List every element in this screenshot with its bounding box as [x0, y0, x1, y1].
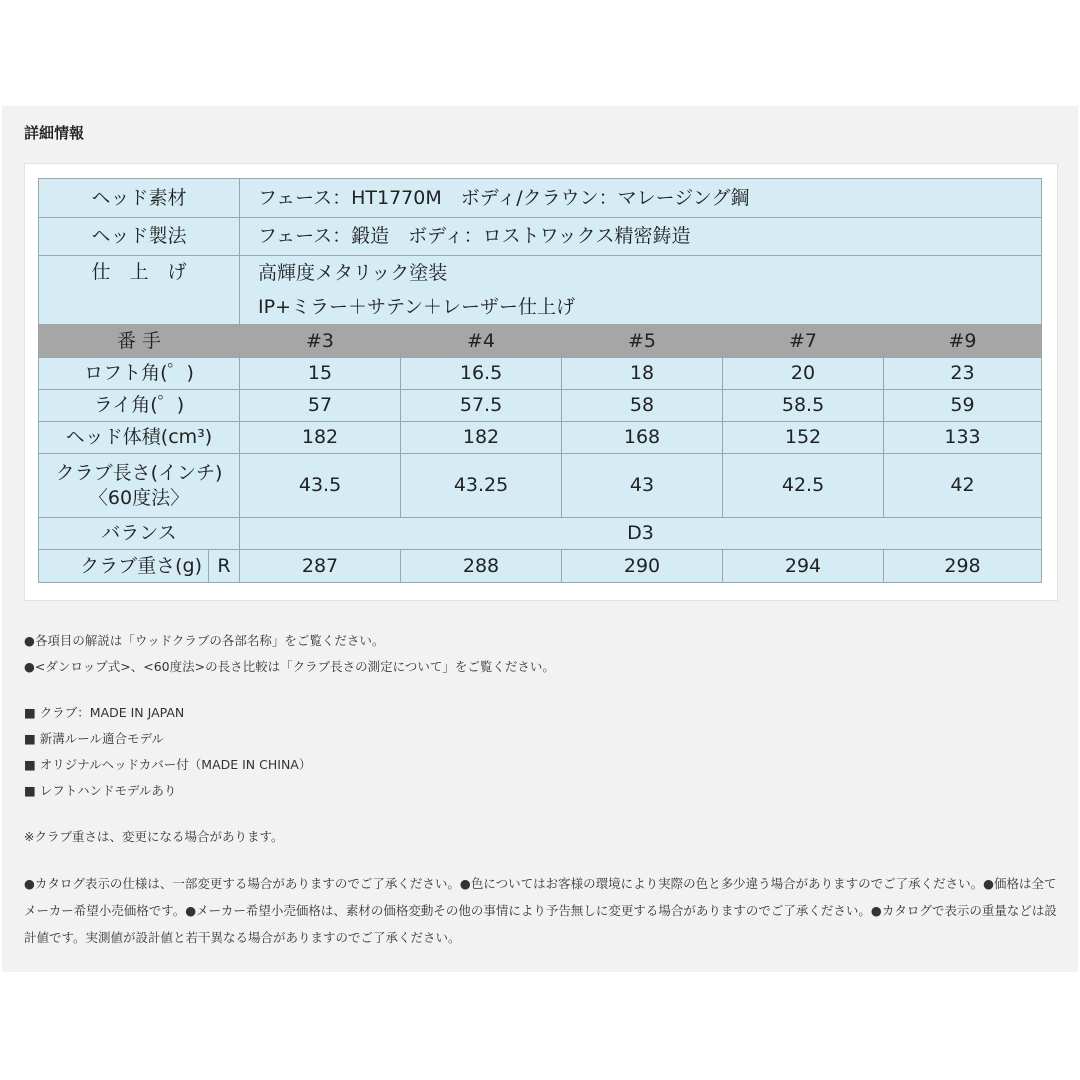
note-line: ■ クラブ：MADE IN JAPAN	[24, 705, 185, 720]
weight-value: 294	[723, 550, 884, 583]
note-line: ■ オリジナルヘッドカバー付（MADE IN CHINA）	[24, 757, 312, 772]
length-value: 42	[884, 454, 1042, 518]
lie-value: 59	[884, 390, 1042, 422]
table-row	[39, 550, 1042, 583]
table-row	[39, 218, 1042, 256]
lie-label: ライ角(゜)	[39, 390, 240, 422]
length-label-line-1: クラブ長さ(インチ)	[55, 461, 223, 484]
weight-value: 288	[401, 550, 562, 583]
table-row	[39, 454, 1042, 518]
finish-line-1: 高輝度メタリック塗装	[258, 262, 448, 284]
table-row	[39, 358, 1042, 390]
loft-value: 23	[884, 358, 1042, 390]
volume-value: 133	[884, 422, 1042, 454]
length-label	[39, 454, 240, 518]
volume-value: 152	[723, 422, 884, 454]
disclaimer-paragraph: ●カタログ表示の仕様は、一部変更する場合がありますのでご了承ください。●色についてはお客様の環境により実際の色と多少違う場合がありますのでご了承ください。●価格は全てメーカー希望小売価格です。●メーカー希望小売価格は、素材の価格変動その他の事情により予告無しに変更する場合がありますのでご了承ください。●カタログで表示の重量などは設計値です。実測値が設計値と若干異なる場合がありますのでご了承ください。	[24, 876, 1057, 945]
club-number-7: #7	[723, 325, 884, 358]
length-value: 43.25	[401, 454, 562, 518]
loft-value: 18	[562, 358, 723, 390]
loft-value: 15	[240, 358, 401, 390]
club-number-4: #4	[401, 325, 562, 358]
volume-value: 168	[562, 422, 723, 454]
finish-line-2: IP+ミラー＋サテン＋レーザー仕上げ	[258, 296, 576, 318]
finish-label: 仕 上 げ	[39, 256, 240, 325]
club-number-label: 番 手	[39, 325, 240, 358]
head-method-value: フェース：鍛造 ボディ：ロストワックス精密鋳造	[240, 218, 1042, 256]
length-value: 42.5	[723, 454, 884, 518]
weight-label: クラブ重さ(g)	[39, 550, 209, 583]
club-number-9: #9	[884, 325, 1042, 358]
finish-value	[240, 256, 1042, 325]
note-line: ※クラブ重さは、変更になる場合があります。	[24, 829, 284, 844]
loft-value: 16.5	[401, 358, 562, 390]
length-value: 43.5	[240, 454, 401, 518]
table-row	[39, 518, 1042, 550]
table-header-row	[39, 325, 1042, 358]
section-title: 詳細情報	[24, 124, 85, 142]
balance-value: D3	[240, 518, 1042, 550]
table-row	[39, 179, 1042, 218]
head-method-label: ヘッド製法	[39, 218, 240, 256]
head-material-value: フェース：HT1770M ボディ/クラウン：マレージング鋼	[240, 179, 1042, 218]
length-value: 43	[562, 454, 723, 518]
lie-value: 58	[562, 390, 723, 422]
lie-value: 58.5	[723, 390, 884, 422]
club-number-3: #3	[240, 325, 401, 358]
head-material-label: ヘッド素材	[39, 179, 240, 218]
balance-label: バランス	[39, 518, 240, 550]
volume-value: 182	[240, 422, 401, 454]
loft-value: 20	[723, 358, 884, 390]
note-line: ●各項目の解説は「ウッドクラブの各部名称」をご覧ください。	[24, 633, 385, 648]
lie-value: 57	[240, 390, 401, 422]
length-label-line-2: 〈60度法〉	[88, 486, 190, 509]
note-line: ■ 新溝ルール適合モデル	[24, 731, 164, 746]
note-line: ●<ダンロップ式>、<60度法>の長さ比較は「クラブ長さの測定について」をご覧ください。	[24, 659, 555, 674]
weight-value: 287	[240, 550, 401, 583]
loft-label: ロフト角(゜)	[39, 358, 240, 390]
table-row	[39, 390, 1042, 422]
table-row	[39, 256, 1042, 325]
spec-table	[38, 178, 1042, 583]
volume-label: ヘッド体積(cm³)	[39, 422, 240, 454]
club-number-5: #5	[562, 325, 723, 358]
weight-value: 298	[884, 550, 1042, 583]
lie-value: 57.5	[401, 390, 562, 422]
notes	[24, 628, 1064, 951]
weight-flex: R	[209, 550, 240, 583]
note-line: ■ レフトハンドモデルあり	[24, 783, 177, 798]
volume-value: 182	[401, 422, 562, 454]
weight-value: 290	[562, 550, 723, 583]
table-row	[39, 422, 1042, 454]
